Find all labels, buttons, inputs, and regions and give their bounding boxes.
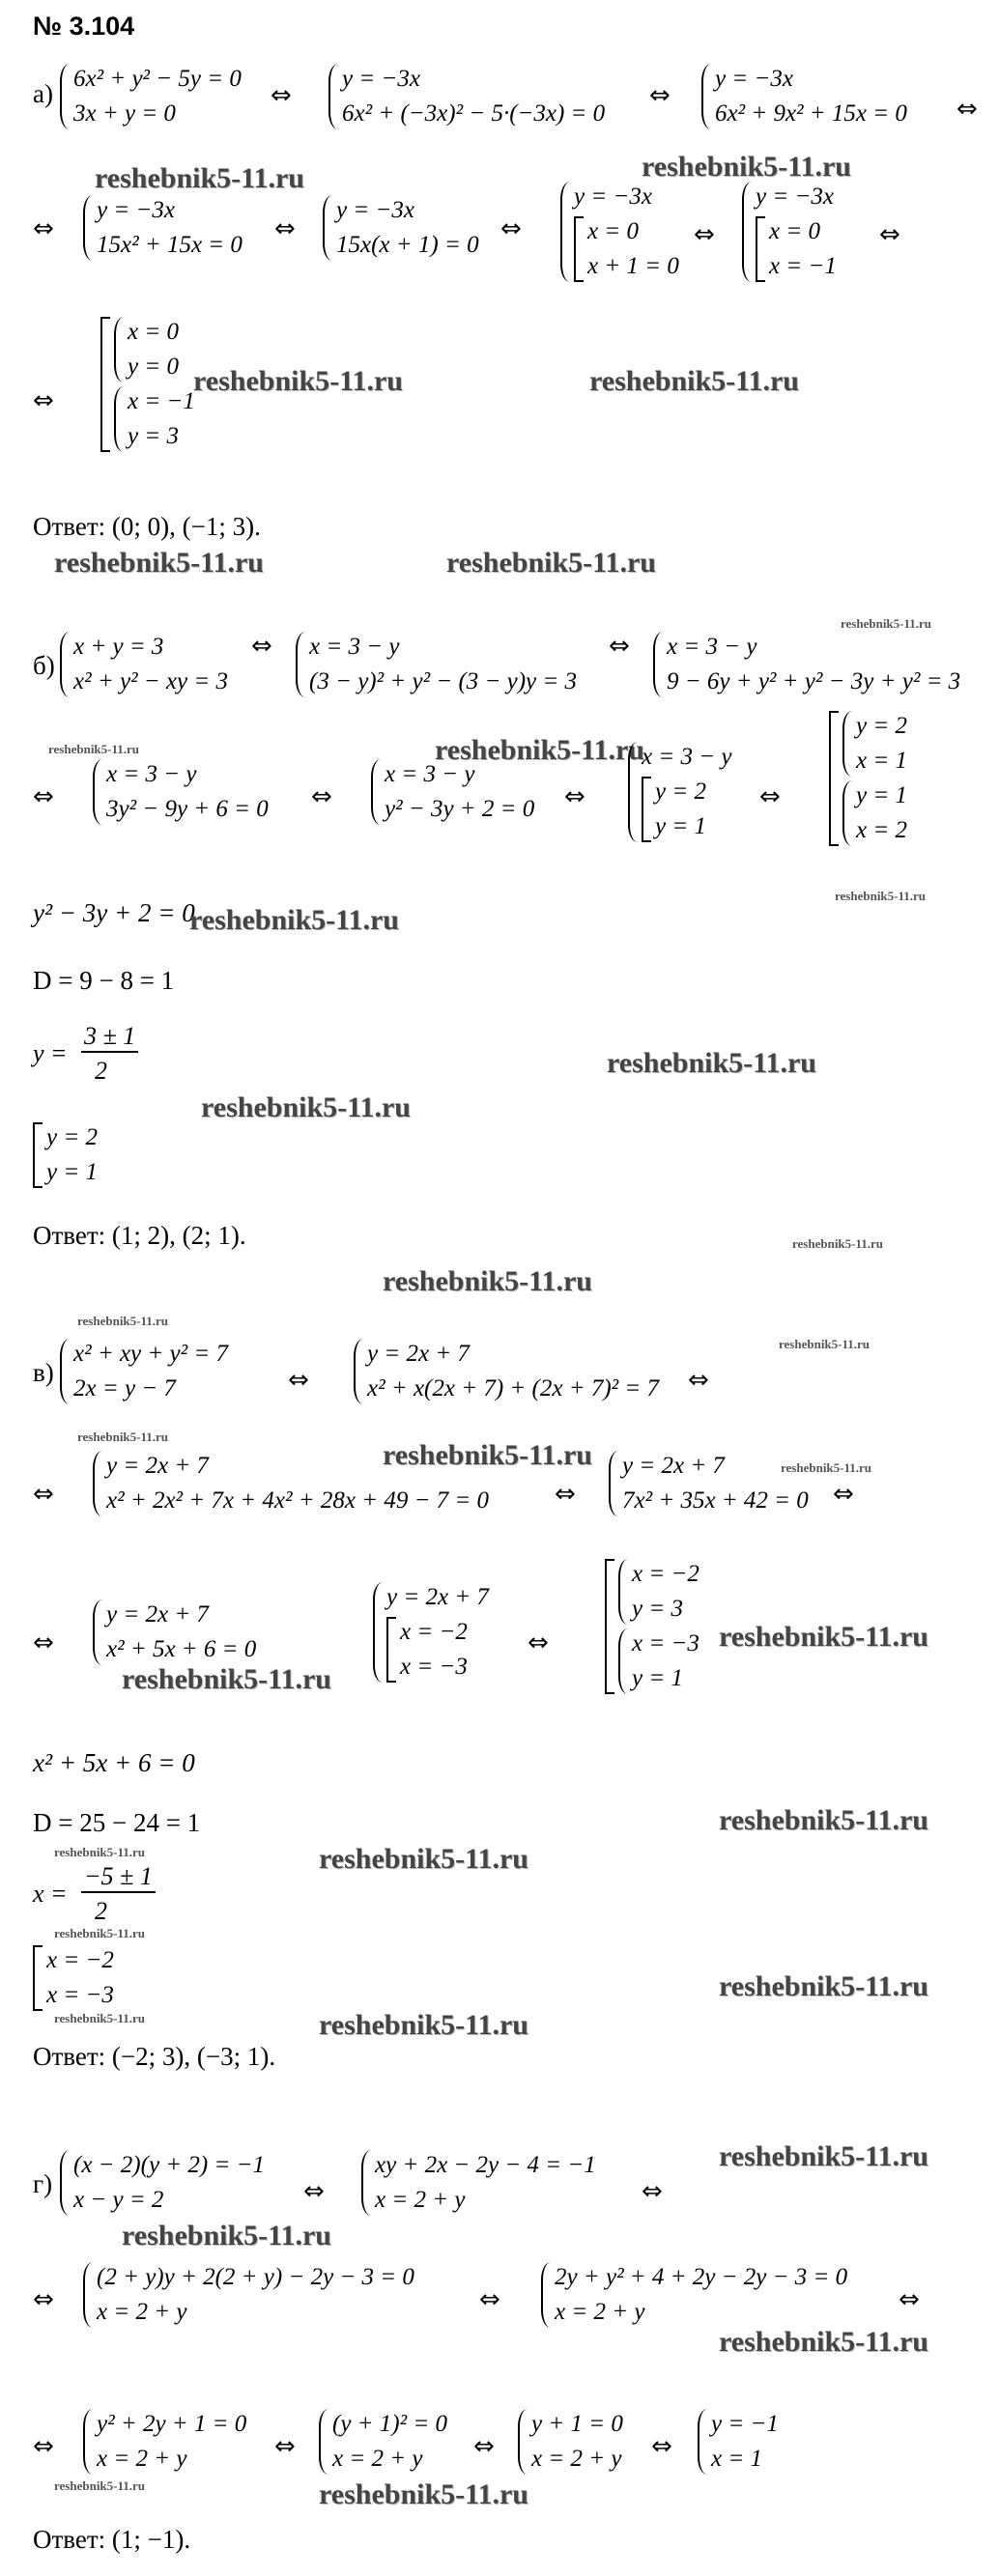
equivalence-arrow: ⇔ xyxy=(833,1480,854,1509)
equation-set xyxy=(756,214,837,284)
equation: 7x² + 35x + 42 = 0 xyxy=(622,1487,809,1514)
watermark: reshebnik5-11.ru xyxy=(54,1926,146,1940)
equation: 2x = y − 7 xyxy=(73,1375,176,1401)
watermark: reshebnik5-11.ru xyxy=(383,1439,592,1471)
part-b-discriminant: D = 9 − 8 = 1 xyxy=(33,966,175,995)
fraction-numerator: 3 ± 1 xyxy=(81,1022,138,1053)
equation: x = 3 − y xyxy=(106,761,197,787)
equation: x = 3 − y xyxy=(667,634,757,660)
problem-number: № 3.104 xyxy=(33,12,135,41)
part-a-system-4 xyxy=(83,193,243,263)
equation: x = 0 xyxy=(128,319,179,345)
part-a-system-6 xyxy=(560,180,679,284)
equivalence-arrow: ⇔ xyxy=(33,214,54,243)
solution-system xyxy=(618,1627,699,1696)
part-a-final-set xyxy=(100,315,195,454)
part-v-roots xyxy=(33,1943,114,2013)
watermark: reshebnik5-11.ru xyxy=(719,1621,928,1653)
part-b-system-1 xyxy=(60,630,228,699)
part-b-system-4 xyxy=(93,757,269,827)
equivalence-arrow: ⇔ xyxy=(303,2177,325,2206)
equation: y = 2 xyxy=(856,713,907,739)
equation: y = 2 xyxy=(46,1124,98,1150)
equation: y = −3x xyxy=(342,66,420,92)
watermark: reshebnik5-11.ru xyxy=(189,904,399,936)
equivalence-arrow: ⇔ xyxy=(479,2285,500,2314)
equivalence-arrow: ⇔ xyxy=(288,1366,309,1395)
equivalence-arrow: ⇔ xyxy=(473,2432,495,2461)
equation: x = −2 xyxy=(400,1619,468,1645)
watermark: reshebnik5-11.ru xyxy=(48,742,140,756)
equivalence-arrow: ⇔ xyxy=(651,2432,672,2461)
part-g-system-2 xyxy=(361,2148,596,2218)
watermark: reshebnik5-11.ru xyxy=(54,2478,146,2493)
equation: x = 1 xyxy=(856,748,907,774)
equivalence-arrow: ⇔ xyxy=(33,782,54,811)
equation: x = 2 xyxy=(856,817,907,843)
part-a-system-2 xyxy=(328,62,605,131)
equation: (3 − y)² + y² − (3 − y)y = 3 xyxy=(309,668,578,694)
part-g-answer: Ответ: (1; −1). xyxy=(33,2525,191,2554)
watermark: reshebnik5-11.ru xyxy=(193,365,403,397)
equation: x² + 5x + 6 = 0 xyxy=(106,1636,257,1662)
equation: (2 + y)y + 2(2 + y) − 2y − 3 = 0 xyxy=(97,2264,414,2290)
equation: y = 1 xyxy=(632,1665,683,1691)
part-g-system-1 xyxy=(60,2148,265,2218)
equivalence-arrow: ⇔ xyxy=(274,2432,296,2461)
equation: x = 0 xyxy=(769,218,820,244)
equation: 6x² + 9x² + 15x = 0 xyxy=(715,100,907,127)
equation: y = 1 xyxy=(46,1159,98,1185)
equation: y = 2x + 7 xyxy=(106,1453,209,1479)
part-b-equation: y² − 3y + 2 = 0 xyxy=(33,898,195,927)
equation: y = −3x xyxy=(756,184,834,210)
watermark: reshebnik5-11.ru xyxy=(779,1337,871,1351)
watermark: reshebnik5-11.ru xyxy=(122,2220,331,2251)
equation: y = 0 xyxy=(128,354,179,380)
equivalence-arrow: ⇔ xyxy=(642,2177,663,2206)
watermark: reshebnik5-11.ru xyxy=(77,1430,169,1444)
part-a-system-1 xyxy=(60,62,242,131)
part-g-label: г) xyxy=(33,2169,53,2198)
equation: 15x(x + 1) = 0 xyxy=(336,232,479,258)
solution-system xyxy=(114,315,195,384)
watermark: reshebnik5-11.ru xyxy=(54,547,264,579)
equation: x = 2 + y xyxy=(375,2187,466,2213)
part-b-root-formula xyxy=(33,1022,168,1099)
equation: y = 2x + 7 xyxy=(386,1584,489,1610)
equivalence-arrow: ⇔ xyxy=(274,214,296,243)
equation: x² + y² − xy = 3 xyxy=(73,668,228,694)
part-v-label: в) xyxy=(33,1358,54,1387)
fraction-denominator: 2 xyxy=(95,1897,107,1925)
part-a-system-3 xyxy=(701,62,907,131)
watermark: reshebnik5-11.ru xyxy=(201,1091,411,1123)
watermark: reshebnik5-11.ru xyxy=(719,1804,928,1836)
equation: 6x² + y² − 5y = 0 xyxy=(73,66,242,92)
part-g-system-5 xyxy=(83,2407,246,2477)
equivalence-arrow: ⇔ xyxy=(271,81,292,110)
equation: x = 2 + y xyxy=(332,2446,423,2472)
equivalence-arrow: ⇔ xyxy=(564,782,585,811)
fraction-denominator: 2 xyxy=(95,1057,107,1085)
watermark: reshebnik5-11.ru xyxy=(607,1047,816,1079)
equation: x − y = 2 xyxy=(73,2187,164,2213)
part-a-system-7 xyxy=(742,180,837,284)
watermark: reshebnik5-11.ru xyxy=(781,1460,872,1475)
equivalence-arrow: ⇔ xyxy=(311,782,332,811)
part-a-system-5 xyxy=(323,193,479,263)
watermark: reshebnik5-11.ru xyxy=(54,2011,146,2025)
equivalence-arrow: ⇔ xyxy=(879,220,900,249)
part-v-answer: Ответ: (−2; 3), (−3; 1). xyxy=(33,2042,276,2071)
solution-system xyxy=(842,709,907,778)
part-v-final-set xyxy=(605,1557,699,1696)
equation: 3y² − 9y + 6 = 0 xyxy=(106,796,269,822)
part-v-system-6 xyxy=(373,1580,489,1684)
equivalence-arrow: ⇔ xyxy=(609,632,630,661)
part-a-label: а) xyxy=(33,79,53,108)
equation: x = 2 + y xyxy=(555,2299,645,2325)
part-b-system-2 xyxy=(296,630,577,699)
part-v-system-4 xyxy=(609,1449,809,1518)
part-g-system-3 xyxy=(83,2260,414,2330)
watermark: reshebnik5-11.ru xyxy=(642,151,851,183)
watermark: reshebnik5-11.ru xyxy=(589,365,799,397)
equation: x = 0 xyxy=(587,218,639,244)
equivalence-arrow: ⇔ xyxy=(33,386,54,415)
watermark: reshebnik5-11.ru xyxy=(319,2478,528,2510)
watermark: reshebnik5-11.ru xyxy=(792,1236,884,1251)
equation: y = −3x xyxy=(715,66,793,92)
watermark: reshebnik5-11.ru xyxy=(319,1843,528,1875)
equation-set xyxy=(386,1615,489,1684)
equation: x = 3 − y xyxy=(309,634,400,660)
part-b-system-5 xyxy=(371,757,534,827)
watermark: reshebnik5-11.ru xyxy=(383,1265,592,1297)
watermark: reshebnik5-11.ru xyxy=(95,162,304,194)
watermark: reshebnik5-11.ru xyxy=(122,1663,331,1695)
equation: y = 3 xyxy=(632,1596,683,1622)
equivalence-arrow: ⇔ xyxy=(694,220,715,249)
equation: x² + x(2x + 7) + (2x + 7)² = 7 xyxy=(367,1375,660,1401)
equation: y² − 3y + 2 = 0 xyxy=(385,796,535,822)
equation: y = 1 xyxy=(655,813,706,839)
part-v-system-2 xyxy=(354,1337,659,1406)
equation: y = 3 xyxy=(128,423,179,449)
equation: x = 2 + y xyxy=(97,2299,187,2325)
watermark: reshebnik5-11.ru xyxy=(54,1845,146,1859)
equation-set xyxy=(574,214,679,284)
equation: y = 1 xyxy=(856,782,907,808)
equation: y = 2x + 7 xyxy=(622,1453,725,1479)
part-b-system-3 xyxy=(653,630,960,699)
equation: y = 2 xyxy=(655,778,706,805)
equation: x = 3 − y xyxy=(642,744,732,770)
equation: x = −1 xyxy=(128,388,195,414)
watermark: reshebnik5-11.ru xyxy=(835,889,927,903)
part-v-system-1 xyxy=(60,1337,228,1406)
equation-set xyxy=(642,775,731,844)
part-g-system-4 xyxy=(541,2260,847,2330)
equation: x + y = 3 xyxy=(73,634,164,660)
equation: 9 − 6y + y² + y² − 3y + y² = 3 xyxy=(667,668,961,694)
equation: x² + 2x² + 7x + 4x² + 28x + 49 − 7 = 0 xyxy=(106,1487,490,1514)
solution-system xyxy=(842,778,907,848)
solution-system xyxy=(618,1557,699,1627)
part-v-equation: x² + 5x + 6 = 0 xyxy=(33,1748,195,1777)
part-b-final-set xyxy=(829,709,907,848)
equation: xy + 2x − 2y − 4 = −1 xyxy=(375,2152,596,2178)
part-b-roots xyxy=(33,1120,98,1190)
formula-lhs: x = xyxy=(33,1880,68,1908)
equation: y = −3x xyxy=(97,197,175,223)
equivalence-arrow: ⇔ xyxy=(649,81,671,110)
part-g-system-6 xyxy=(319,2407,447,2477)
equation: y² + 2y + 1 = 0 xyxy=(97,2411,247,2437)
equivalence-arrow: ⇔ xyxy=(899,2285,920,2314)
equation: y = −3x xyxy=(336,197,414,223)
fraction-numerator: −5 ± 1 xyxy=(81,1862,156,1893)
equivalence-arrow: ⇔ xyxy=(500,214,522,243)
part-b-label: б) xyxy=(33,651,55,680)
equation: x = −1 xyxy=(769,253,837,279)
solution-system xyxy=(114,384,195,454)
equivalence-arrow: ⇔ xyxy=(33,2285,54,2314)
formula-lhs: y = xyxy=(33,1039,68,1067)
watermark: reshebnik5-11.ru xyxy=(719,1970,928,2002)
equation: y = −1 xyxy=(711,2411,779,2437)
part-g-system-8 xyxy=(698,2407,779,2477)
equivalence-arrow: ⇔ xyxy=(33,2432,54,2461)
equivalence-arrow: ⇔ xyxy=(759,782,781,811)
watermark: reshebnik5-11.ru xyxy=(319,2009,528,2041)
equation: y = 2x + 7 xyxy=(106,1601,209,1628)
equation: (y + 1)² = 0 xyxy=(332,2411,447,2437)
watermark: reshebnik5-11.ru xyxy=(77,1314,169,1328)
equation: y = 2x + 7 xyxy=(367,1341,470,1367)
watermark: reshebnik5-11.ru xyxy=(841,616,932,631)
watermark: reshebnik5-11.ru xyxy=(435,734,644,766)
equivalence-arrow: ⇔ xyxy=(33,1480,54,1509)
part-b-system-6 xyxy=(628,740,731,844)
watermark: reshebnik5-11.ru xyxy=(719,2326,928,2358)
equation: 6x² + (−3x)² − 5·(−3x) = 0 xyxy=(342,100,606,127)
part-b-answer: Ответ: (1; 2), (2; 1). xyxy=(33,1221,246,1250)
equation: x = −2 xyxy=(632,1561,699,1587)
part-v-system-5 xyxy=(93,1598,256,1667)
equation: x = −2 xyxy=(46,1947,114,1973)
equation: 15x² + 15x = 0 xyxy=(97,232,243,258)
equivalence-arrow: ⇔ xyxy=(33,1628,54,1657)
watermark: reshebnik5-11.ru xyxy=(446,547,656,579)
part-v-discriminant: D = 25 − 24 = 1 xyxy=(33,1808,201,1837)
equation: x = 2 + y xyxy=(97,2446,187,2472)
equation: 2y + y² + 4 + 2y − 2y − 3 = 0 xyxy=(555,2264,848,2290)
equivalence-arrow: ⇔ xyxy=(688,1366,709,1395)
equation: x = 3 − y xyxy=(385,761,475,787)
part-a-answer: Ответ: (0; 0), (−1; 3). xyxy=(33,512,261,541)
equation: x = −3 xyxy=(632,1630,699,1656)
equivalence-arrow: ⇔ xyxy=(555,1480,576,1509)
equation: y + 1 = 0 xyxy=(531,2411,623,2437)
equation: x = −3 xyxy=(46,1982,114,2008)
equivalence-arrow: ⇔ xyxy=(956,95,978,124)
equation: y = −3x xyxy=(574,184,652,210)
equation: x = −3 xyxy=(400,1654,468,1680)
equivalence-arrow: ⇔ xyxy=(528,1628,549,1657)
watermark: reshebnik5-11.ru xyxy=(719,2140,928,2172)
equation: 3x + y = 0 xyxy=(73,100,176,127)
equation: (x − 2)(y + 2) = −1 xyxy=(73,2152,265,2178)
equation: x = 1 xyxy=(711,2446,762,2472)
equivalence-arrow: ⇔ xyxy=(251,632,272,661)
equation: x = 2 + y xyxy=(531,2446,622,2472)
equation: x + 1 = 0 xyxy=(587,253,679,279)
equation: x² + xy + y² = 7 xyxy=(73,1341,228,1367)
part-g-system-7 xyxy=(518,2407,623,2477)
